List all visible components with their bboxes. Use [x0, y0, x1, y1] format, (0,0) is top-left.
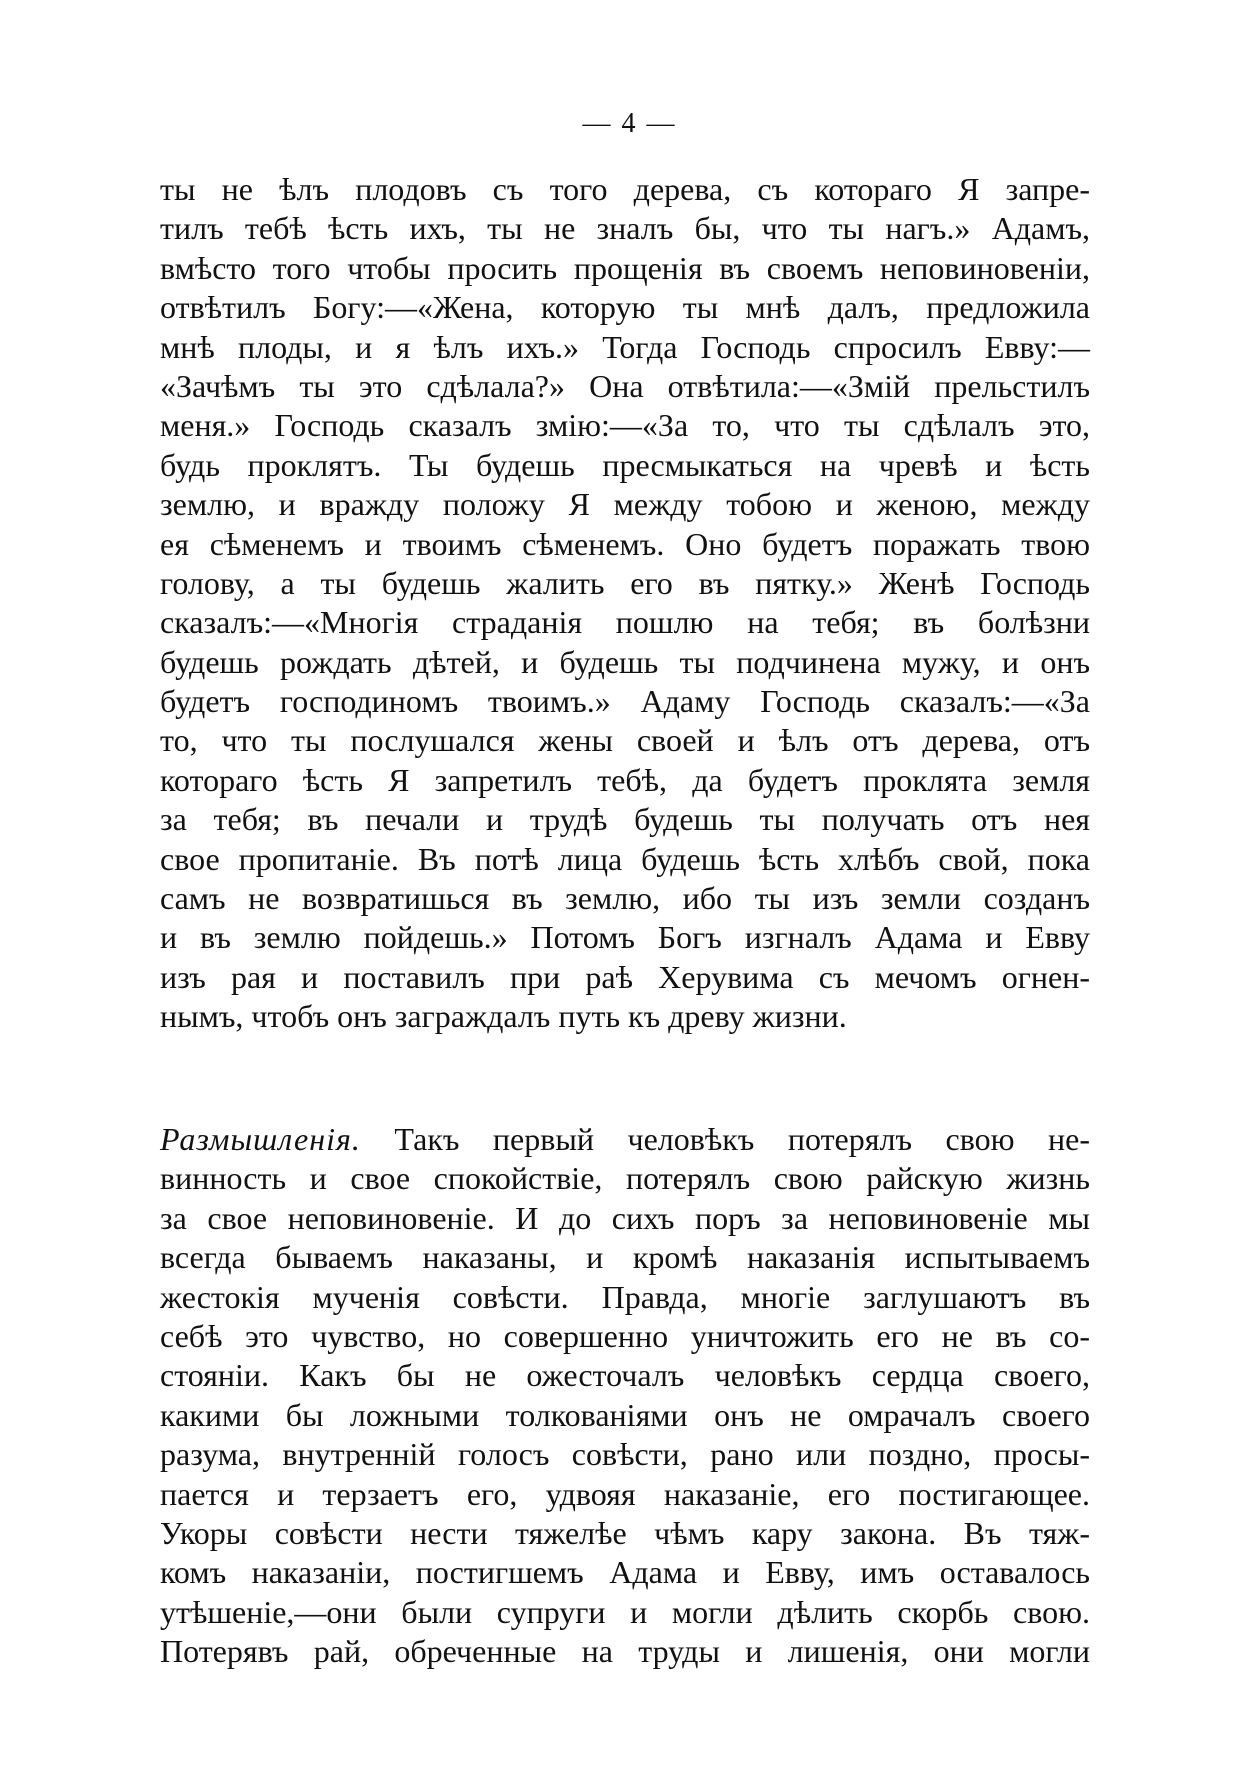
text-line: отвѣтилъ Богу:—«Жена, которую ты мнѣ далъ, предложила [160, 289, 1090, 326]
section-lead: Размышленія. [160, 1121, 361, 1157]
text-line: сказалъ:—«Многія страданія пошлю на тебя; въ болѣзни [160, 604, 1090, 641]
text-line: разума, внутренній голосъ совѣсти, рано или поздно, просы- [160, 1436, 1090, 1473]
text-line: меня.» Господь сказалъ змію:—«За то, что ты сдѣлалъ это, [160, 407, 1090, 444]
text-line: всегда бываемъ наказаны, и кромѣ наказанія испытываемъ [160, 1239, 1090, 1276]
text-line: за свое неповиновеніе. И до сихъ поръ за неповиновеніе мы [160, 1199, 1090, 1236]
text-line: свое пропитаніе. Въ потѣ лица будешь ѣсть хлѣбъ свой, пока [160, 840, 1090, 877]
text-line: голову, а ты будешь жалить его въ пятку.» Женѣ Господь [160, 564, 1090, 601]
text-line: землю, и вражду положу Я между тобою и женою, между [160, 486, 1090, 523]
text-line: котораго ѣсть Я запретилъ тебѣ, да будетъ проклята земля [160, 761, 1090, 798]
text-line: ея сѣменемъ и твоимъ сѣменемъ. Оно будетъ поражать твою [160, 525, 1090, 562]
text-line: стояніи. Какъ бы не ожесточалъ человѣкъ сердца своего, [160, 1357, 1090, 1394]
paragraph-2 [160, 1120, 1090, 1671]
text-line: Укоры совѣсти нести тяжелѣе чѣмъ кару закона. Въ тяж- [160, 1514, 1090, 1551]
text-line: какими бы ложными толкованіями онъ не омрачалъ своего [160, 1396, 1090, 1433]
text-line: мнѣ плоды, и я ѣлъ ихъ.» Тогда Господь спросилъ Евву:— [160, 328, 1090, 365]
text-line: то, что ты послушался жены своей и ѣлъ отъ дерева, отъ [160, 722, 1090, 759]
text-line: пается и терзаетъ его, удвояя наказаніе, его постигающее. [160, 1475, 1090, 1512]
text-line: вмѣсто того чтобы просить прощенія въ своемъ неповиновеніи, [160, 249, 1090, 286]
first-line-rest: Такъ первый человѣкъ потерялъ свою не- [394, 1121, 1091, 1157]
text-line: комъ наказаніи, постигшемъ Адама и Евву, имъ оставалось [160, 1554, 1090, 1591]
text-line: изъ рая и поставилъ при раѣ Херувима съ мечомъ огнен- [160, 958, 1090, 995]
text-line: себѣ это чувство, но совершенно уничтожить его не въ со- [160, 1317, 1090, 1354]
text-line: «Зачѣмъ ты это сдѣлала?» Она отвѣтила:—«Змій прельстилъ [160, 367, 1090, 404]
text-line: винность и свое спокойствіе, потерялъ свою райскую жизнь [160, 1160, 1090, 1197]
text-line: будетъ господиномъ твоимъ.» Адаму Господь сказалъ:—«За [160, 683, 1090, 720]
page-number: — 4 — [582, 108, 677, 139]
text-line: нымъ, чтобъ онъ заграждалъ путь къ древу жизни. [160, 998, 847, 1035]
paragraph-1 [160, 170, 1090, 1037]
text-line: утѣшеніе,—они были супруги и могли дѣлить скорбь свою. [160, 1593, 1090, 1630]
text-line: Потерявъ рай, обреченные на труды и лишенія, они могли [160, 1633, 1090, 1670]
text-line: ты не ѣлъ плодовъ съ того дерева, съ котораго Я запре- [160, 171, 1090, 207]
text-line: жестокія мученія совѣсти. Правда, многіе заглушаютъ въ [160, 1278, 1090, 1315]
text-line: самъ не возвратишься въ землю, ибо ты изъ земли созданъ [160, 880, 1090, 917]
text-line: тилъ тебѣ ѣсть ихъ, ты не зналъ бы, что ты нагъ.» Адамъ, [160, 210, 1090, 247]
text-line: будешь рождать дѣтей, и будешь ты подчинена мужу, и онъ [160, 643, 1090, 680]
text-line-first [160, 1120, 1090, 1159]
text-line: и въ землю пойдешь.» Потомъ Богъ изгналъ Адама и Евву [160, 919, 1090, 956]
text-line: будь проклятъ. Ты будешь пресмыкаться на чревѣ и ѣсть [160, 446, 1090, 483]
text-line: за тебя; въ печали и трудѣ будешь ты получать отъ нея [160, 801, 1090, 838]
